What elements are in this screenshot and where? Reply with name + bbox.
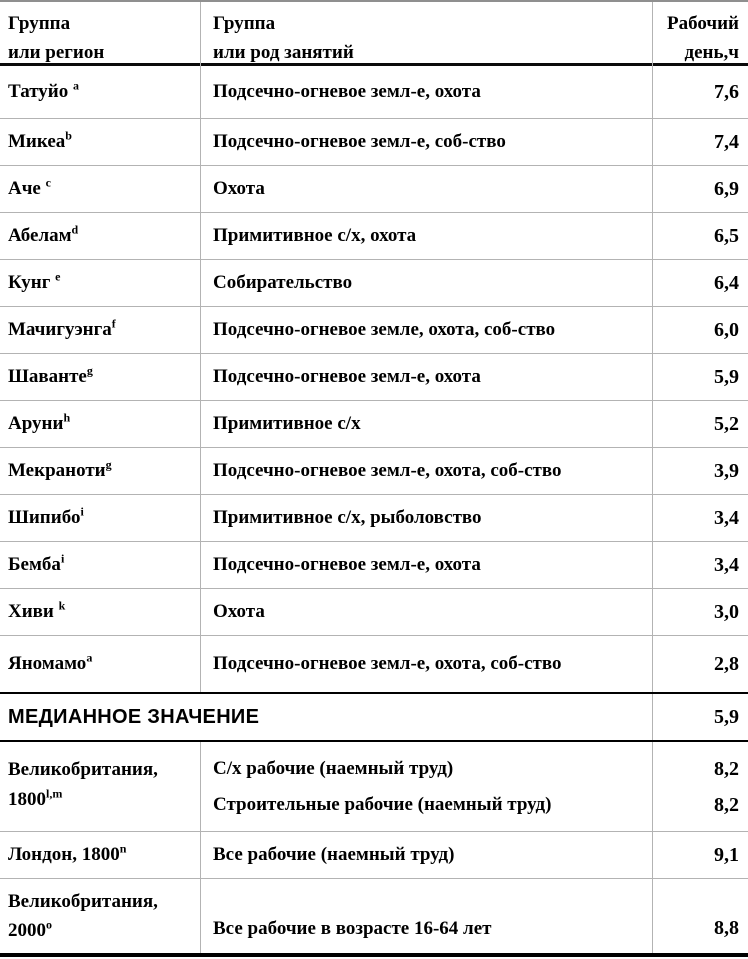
group-name-line2 xyxy=(8,785,200,815)
occupation-text: Все рабочие (наемный труд) xyxy=(213,844,455,865)
hours-value: 7,6 xyxy=(714,80,739,103)
header-work-hours xyxy=(652,2,748,67)
table-row xyxy=(0,260,748,307)
footnote-marker: l,m xyxy=(46,786,63,801)
group-cell xyxy=(0,589,200,635)
group-text xyxy=(8,78,79,103)
hours-value: 6,5 xyxy=(714,224,739,247)
group-name-line1: Великобритания, xyxy=(8,891,158,912)
group-cell xyxy=(0,542,200,588)
table-row xyxy=(0,119,748,166)
occupation-text: Подсечно-огневое земл-е, соб-ство xyxy=(213,131,506,152)
group-text xyxy=(8,504,84,529)
hours-cell xyxy=(652,495,748,541)
hours-cell xyxy=(652,354,748,400)
group-name: Яномамо xyxy=(8,653,87,674)
footnote-marker: f xyxy=(111,316,116,331)
footnote-marker: i xyxy=(80,504,84,519)
hours-cell xyxy=(652,260,748,306)
median-row xyxy=(0,692,748,742)
occupation-text: Охота xyxy=(213,601,265,622)
hours-cell xyxy=(652,879,748,953)
footnote-marker: n xyxy=(119,841,127,856)
header-line: или род занятий xyxy=(213,42,354,63)
table-row-uk-1800 xyxy=(0,742,748,832)
group-name: Хиви xyxy=(8,601,59,622)
occupation-cell xyxy=(200,742,652,831)
group-text xyxy=(8,363,93,388)
table-row xyxy=(0,495,748,542)
hours-value: 5,2 xyxy=(714,412,739,435)
footnote-marker: i xyxy=(60,551,65,566)
group-text xyxy=(8,650,93,675)
occupation-text: Охота xyxy=(213,178,265,199)
group-year: 1800 xyxy=(8,789,46,810)
table-row xyxy=(0,354,748,401)
footnote-marker: c xyxy=(45,175,51,190)
group-name: Абелам xyxy=(8,225,72,246)
hours-value: 5,9 xyxy=(714,365,739,388)
group-name: Бемба xyxy=(8,554,61,575)
group-text xyxy=(8,410,71,435)
hours-cell xyxy=(652,119,748,165)
header-group-occupation xyxy=(200,2,652,67)
occupation-cell xyxy=(200,879,652,953)
group-cell xyxy=(0,832,200,878)
hours-value: 8,2 xyxy=(714,757,739,780)
group-name: Аче xyxy=(8,178,46,199)
occupation-cell xyxy=(200,495,652,541)
group-text xyxy=(8,175,51,200)
group-cell xyxy=(0,307,200,353)
header-group-region xyxy=(0,2,200,67)
group-name: Лондон, 1800 xyxy=(8,844,120,865)
occupation-cell xyxy=(200,354,652,400)
group-text xyxy=(8,598,66,623)
group-name-line1: Великобритания, xyxy=(8,759,158,780)
occupation-cell xyxy=(200,448,652,494)
header-line: Группа xyxy=(8,13,71,34)
footnote-marker: a xyxy=(73,78,79,93)
group-cell xyxy=(0,260,200,306)
group-cell xyxy=(0,879,200,953)
hours-value: 8,2 xyxy=(714,793,739,816)
group-name-line2 xyxy=(8,916,200,945)
group-cell xyxy=(0,448,200,494)
hours-value: 6,4 xyxy=(714,271,739,294)
occupation-cell xyxy=(200,66,652,118)
group-cell xyxy=(0,401,200,447)
occupation-cell xyxy=(200,589,652,635)
hours-value: 6,9 xyxy=(714,177,739,200)
occupation-cell xyxy=(200,636,652,692)
occupation-text: Строительные рабочие (наемный труд) xyxy=(213,793,552,815)
occupation-cell xyxy=(200,260,652,306)
header-line: Рабочий xyxy=(667,13,739,34)
occupation-text: Подсечно-огневое земл-е, охота, соб-ство xyxy=(213,460,562,481)
footnote-marker: o xyxy=(46,917,52,932)
group-text xyxy=(8,269,61,294)
group-name: Кунг xyxy=(8,272,56,293)
occupation-cell xyxy=(200,213,652,259)
group-name: Мекраноти xyxy=(8,460,106,481)
table-row xyxy=(0,636,748,692)
hours-value: 3,4 xyxy=(714,553,739,576)
hours-value: 6,0 xyxy=(714,318,739,341)
occupation-cell xyxy=(200,119,652,165)
hours-value: 2,8 xyxy=(714,652,739,675)
group-year: 2000 xyxy=(8,920,46,941)
footnote-marker: a xyxy=(86,650,93,665)
group-cell xyxy=(0,166,200,212)
table-row xyxy=(0,542,748,589)
group-cell xyxy=(0,66,200,118)
occupation-cell xyxy=(200,542,652,588)
footnote-marker: g xyxy=(86,363,93,378)
occupation-text: Подсечно-огневое земл-е, охота xyxy=(213,81,481,102)
table-row xyxy=(0,307,748,354)
group-name: Татуйо xyxy=(8,81,73,102)
table-row xyxy=(0,66,748,119)
group-text xyxy=(8,222,79,247)
group-cell xyxy=(0,119,200,165)
occupation-text: Подсечно-огневое земл-е, охота xyxy=(213,554,481,575)
table-row xyxy=(0,448,748,495)
hours-value: 9,1 xyxy=(714,843,739,866)
hours-value: 3,4 xyxy=(714,506,739,529)
occupation-cell xyxy=(200,307,652,353)
occupation-text: Подсечно-огневое земл-е, охота xyxy=(213,366,481,387)
hours-value: 8,8 xyxy=(714,917,739,939)
group-cell xyxy=(0,495,200,541)
median-label: МЕДИАННОЕ ЗНАЧЕНИЕ xyxy=(8,705,260,728)
occupation-text: Подсечно-огневое земле, охота, соб-ство xyxy=(213,319,556,340)
group-cell xyxy=(0,213,200,259)
hours-value: 3,9 xyxy=(714,459,739,482)
footnote-marker: k xyxy=(58,598,66,613)
table-row xyxy=(0,401,748,448)
footnote-marker: g xyxy=(105,457,112,472)
footnote-marker: d xyxy=(71,222,79,237)
group-text xyxy=(8,457,112,482)
occupation-text: Собирательство xyxy=(213,272,353,293)
table-row xyxy=(0,213,748,260)
table-header-row xyxy=(0,2,748,66)
footnote-marker: h xyxy=(63,410,71,425)
hours-cell xyxy=(652,589,748,635)
group-text xyxy=(8,551,65,576)
occupation-text: С/х рабочие (наемный труд) xyxy=(213,757,454,779)
median-hours-cell xyxy=(652,694,748,740)
hours-value: 7,4 xyxy=(714,130,739,153)
median-hours-value: 5,9 xyxy=(714,705,739,728)
hours-cell xyxy=(652,542,748,588)
occupation-text: Все рабочие в возрасте 16-64 лет xyxy=(213,918,492,939)
hours-cell xyxy=(652,636,748,692)
footnote-marker: b xyxy=(65,128,72,143)
hours-cell xyxy=(652,448,748,494)
header-line: Группа xyxy=(213,13,276,34)
hours-cell xyxy=(652,832,748,878)
median-label-cell xyxy=(0,694,652,740)
table-row-london-1800 xyxy=(0,832,748,879)
hours-cell xyxy=(652,307,748,353)
occupation-text: Примитивное с/х, охота xyxy=(213,225,417,246)
hours-cell xyxy=(652,213,748,259)
group-cell xyxy=(0,742,200,831)
table-row xyxy=(0,589,748,636)
group-cell xyxy=(0,636,200,692)
group-name: Шаванте xyxy=(8,366,87,387)
group-cell xyxy=(0,354,200,400)
header-line: день,ч xyxy=(684,42,739,63)
hours-cell xyxy=(652,66,748,118)
hours-cell xyxy=(652,401,748,447)
group-name: Мачигуэнга xyxy=(8,319,112,340)
footnote-marker: e xyxy=(55,269,61,284)
group-text xyxy=(8,316,116,341)
hours-cell xyxy=(652,742,748,831)
occupation-text: Примитивное с/х, рыболовство xyxy=(213,507,482,528)
group-text xyxy=(8,128,72,153)
group-name: Микеа xyxy=(8,131,66,152)
header-line: или регион xyxy=(8,42,105,63)
hours-value: 3,0 xyxy=(714,600,739,623)
group-text xyxy=(8,841,127,866)
group-name: Шипибо xyxy=(8,507,81,528)
occupation-cell xyxy=(200,832,652,878)
occupation-cell xyxy=(200,401,652,447)
hours-cell xyxy=(652,166,748,212)
table-row xyxy=(0,166,748,213)
occupation-text: Подсечно-огневое земл-е, охота, соб-ство xyxy=(213,653,562,674)
table-row-uk-2000 xyxy=(0,879,748,953)
occupation-text: Примитивное с/х xyxy=(213,413,361,434)
group-name: Аруни xyxy=(8,413,64,434)
occupation-cell xyxy=(200,166,652,212)
